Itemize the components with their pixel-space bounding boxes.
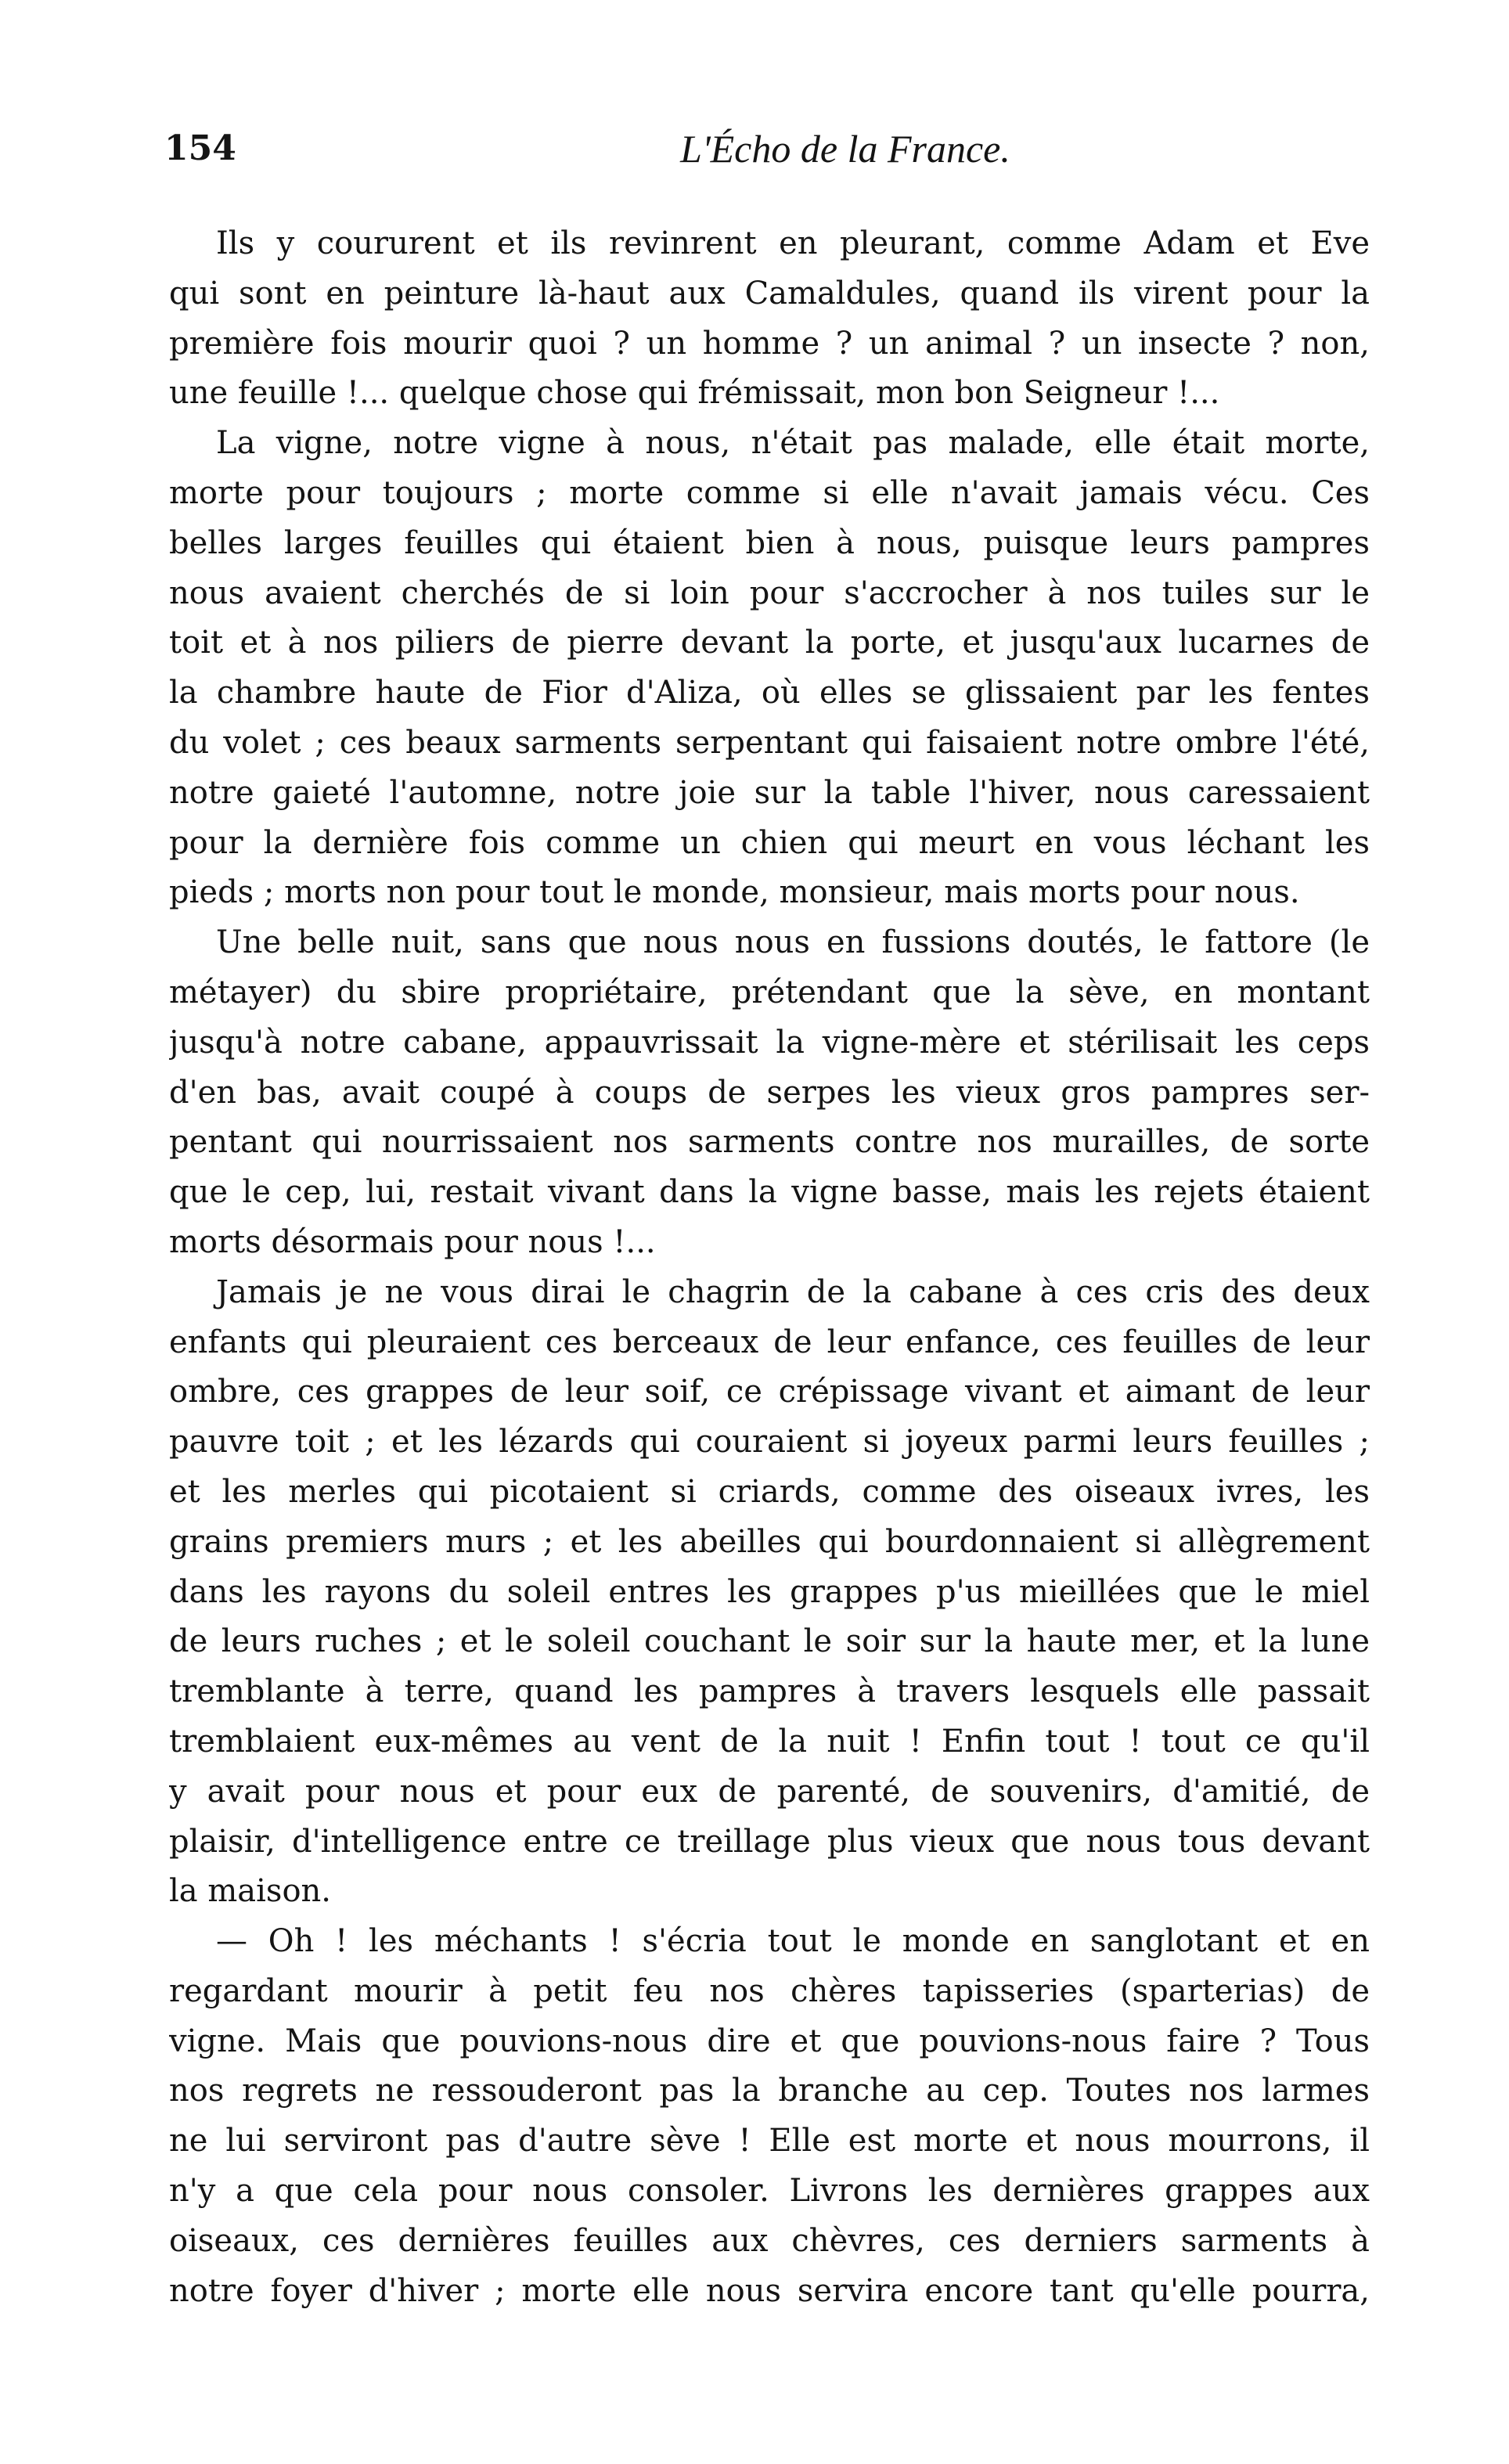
text-line: première fois mourir quoi ? un homme ? un animal ? un insecte ? non, xyxy=(169,325,1370,362)
paragraph xyxy=(169,1268,1370,1917)
text-line: une feuille !... quelque chose qui frémissait, mon bon Seigneur !... xyxy=(169,375,1220,412)
text-line: de leurs ruches ; et le soleil couchant le soir sur la haute mer, et la lune xyxy=(169,1623,1370,1660)
text-line: enfants qui pleuraient ces berceaux de leur enfance, ces feuilles de leur xyxy=(169,1324,1370,1360)
text-line: tremblante à terre, quand les pampres à travers lesquels elle passait xyxy=(169,1673,1370,1710)
text-line: d'en bas, avait coupé à coups de serpes les vieux gros pampres ser- xyxy=(169,1074,1370,1111)
text-line: n'y a que cela pour nous consoler. Livrons les dernières grappes aux xyxy=(169,2173,1370,2210)
running-title: L'Écho de la France. xyxy=(680,127,1010,171)
text-line: dans les rayons du soleil entres les grappes p'us mieillées que le miel xyxy=(169,1573,1370,1610)
text-line: qui sont en peinture là-haut aux Camaldules, quand ils virent pour la xyxy=(169,275,1370,312)
text-line: que le cep, lui, restait vivant dans la vigne basse, mais les rejets étaient xyxy=(169,1174,1370,1211)
text-line: pour la dernière fois comme un chien qui meurt en vous léchant les xyxy=(169,824,1370,861)
paragraph xyxy=(169,1917,1370,2316)
text-line: belles larges feuilles qui étaient bien à nous, puisque leurs pampres xyxy=(169,524,1370,561)
text-line: plaisir, d'intelligence entre ce treillage plus vieux que nous tous devant xyxy=(169,1823,1370,1860)
text-line: toit et à nos piliers de pierre devant la porte, et jusqu'aux lucarnes de xyxy=(169,625,1370,661)
text-line: et les merles qui picotaient si criards, comme des oiseaux ivres, les xyxy=(169,1473,1370,1510)
text-line: Jamais je ne vous dirai le chagrin de la cabane à ces cris des deux xyxy=(216,1273,1370,1310)
text-line: regardant mourir à petit feu nos chères tapisseries (sparterias) de xyxy=(169,1972,1370,2009)
text-line: nos regrets ne ressouderont pas la branche au cep. Toutes nos larmes xyxy=(169,2073,1370,2109)
page-number: 154 xyxy=(164,128,236,168)
text-line: morte pour toujours ; morte comme si elle n'avait jamais vécu. Ces xyxy=(169,474,1370,511)
text-line: y avait pour nous et pour eux de parenté, de souvenirs, d'amitié, de xyxy=(169,1773,1370,1810)
text-line: Une belle nuit, sans que nous nous en fussions doutés, le fattore (le xyxy=(216,924,1370,961)
text-line: jusqu'à notre cabane, appauvrissait la vigne-mère et stérilisait les ceps xyxy=(169,1024,1370,1061)
paragraph xyxy=(169,219,1370,419)
text-line: nous avaient cherchés de si loin pour s'accrocher à nos tuiles sur le xyxy=(169,575,1370,611)
text-line: pauvre toit ; et les lézards qui couraient si joyeux parmi leurs feuilles ; xyxy=(169,1424,1370,1461)
text-line: notre foyer d'hiver ; morte elle nous servira encore tant qu'elle pourra, xyxy=(169,2272,1370,2309)
text-line: ombre, ces grappes de leur soif, ce crépissage vivant et aimant de leur xyxy=(169,1374,1370,1410)
text-line: Ils y coururent et ils revinrent en pleurant, comme Adam et Eve xyxy=(216,225,1370,261)
body-text xyxy=(169,219,1370,2316)
paragraph xyxy=(169,419,1370,918)
text-line: vigne. Mais que pouvions-nous dire et que pouvions-nous faire ? Tous xyxy=(169,2023,1370,2059)
text-line: — Oh ! les méchants ! s'écria tout le monde en sanglotant et en xyxy=(216,1923,1370,1960)
text-line: notre gaieté l'automne, notre joie sur la table l'hiver, nous caressaient xyxy=(169,774,1370,811)
text-line: oiseaux, ces dernières feuilles aux chèvres, ces derniers sarments à xyxy=(169,2222,1370,2259)
text-line: du volet ; ces beaux sarments serpentant qui faisaient notre ombre l'été, xyxy=(169,724,1370,761)
text-line: tremblaient eux-mêmes au vent de la nuit ! Enfin tout ! tout ce qu'il xyxy=(169,1723,1370,1760)
text-line: pentant qui nourrissaient nos sarments contre nos murailles, de sorte xyxy=(169,1124,1370,1161)
text-line: métayer) du sbire propriétaire, prétendant que la sève, en montant xyxy=(169,974,1370,1010)
text-line: pieds ; morts non pour tout le monde, monsieur, mais morts pour nous. xyxy=(169,874,1300,911)
text-line: la maison. xyxy=(169,1873,332,1910)
text-line: grains premiers murs ; et les abeilles qui bourdonnaient si allègrement xyxy=(169,1523,1370,1560)
text-line: ne lui serviront pas d'autre sève ! Elle est morte et nous mourrons, il xyxy=(169,2123,1370,2160)
text-line: La vigne, notre vigne à nous, n'était pas malade, elle était morte, xyxy=(216,425,1370,462)
text-line: la chambre haute de Fior d'Aliza, où elles se glissaient par les fentes xyxy=(169,675,1370,711)
running-header xyxy=(164,117,1370,180)
paragraph xyxy=(169,918,1370,1268)
text-line: morts désormais pour nous !... xyxy=(169,1223,656,1260)
